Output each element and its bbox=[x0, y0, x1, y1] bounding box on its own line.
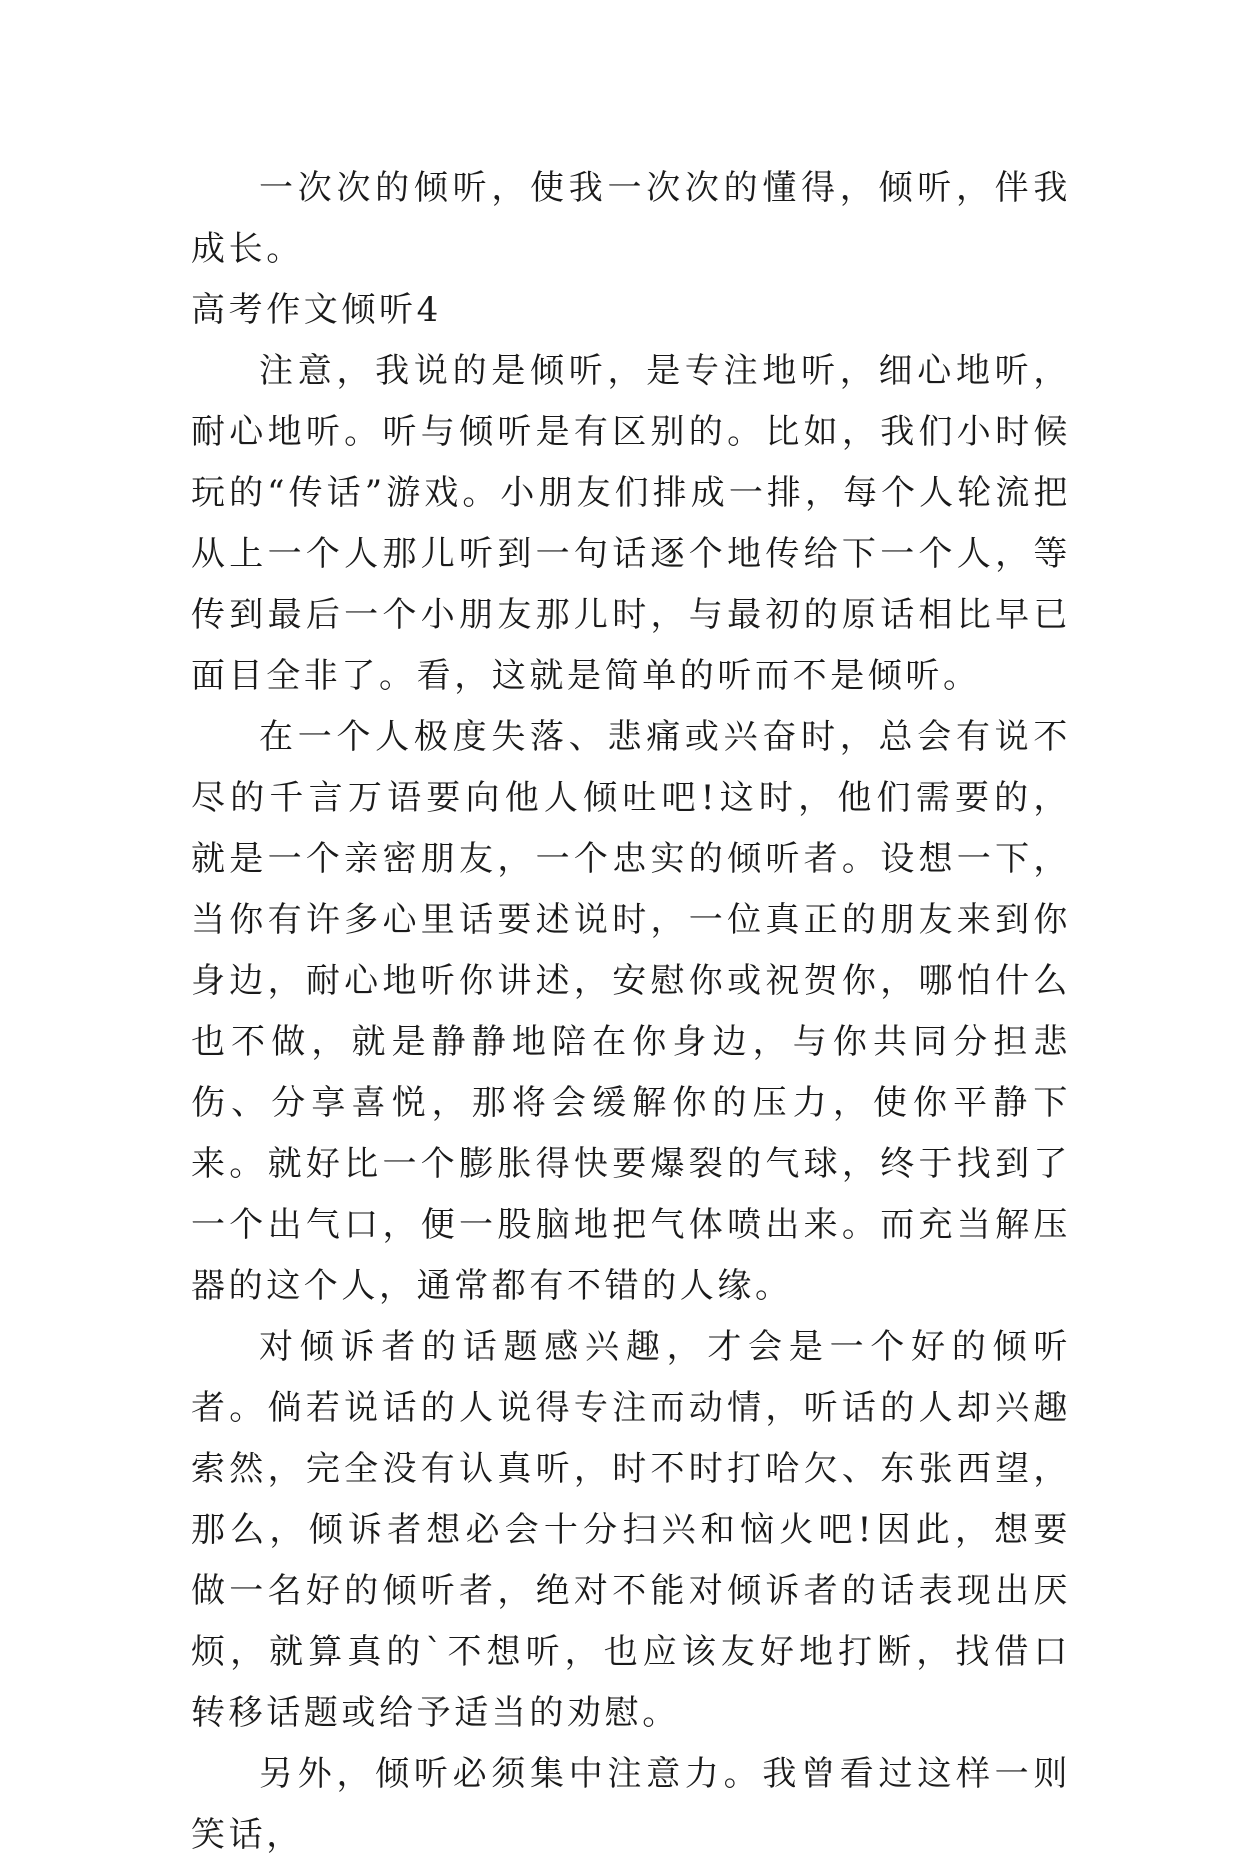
paragraph-show-interest: 对倾诉者的话题感兴趣，才会是一个好的倾听者。倘若说话的人说得专注而动情，听话的人却兴趣索然，完全没有认真听，时不时打哈欠、东张西望，那么，倾诉者想必会十分扫兴和恼火吧!因此，想要做一名好的倾听者，绝对不能对倾诉者的话表现出厌烦，就算真的`不想听，也应该友好地打断，找借口转移话题或给予适当的劝慰。 bbox=[191, 1327, 1071, 1733]
paragraph-listening-difference: 注意，我说的是倾听，是专注地听，细心地听，耐心地听。听与倾听是有区别的。比如，我们小时候玩的“传话”游戏。小朋友们排成一排，每个人轮流把从上一个人那儿听到一句话逐个地传给下一个人，等传到最后一个小朋友那儿时，与最初的原话相比早已面目全非了。看，这就是简单的听而不是倾听。 bbox=[191, 351, 1071, 696]
paragraph-concentrate: 另外，倾听必须集中注意力。我曾看过这样一则笑话， bbox=[191, 1754, 1071, 1855]
essay-title: 高考作文倾听4 bbox=[191, 290, 442, 330]
essay-body bbox=[191, 158, 1071, 1866]
closing-paragraph: 一次次的倾听，使我一次次的懂得，倾听，伴我成长。 bbox=[191, 168, 1071, 269]
paragraph-loyal-listener: 在一个人极度失落、悲痛或兴奋时，总会有说不尽的千言万语要向他人倾吐吧!这时，他们需要的，就是一个亲密朋友，一个忠实的倾听者。设想一下，当你有许多心里话要述说时，一位真正的朋友来到你身边，耐心地听你讲述，安慰你或祝贺你，哪怕什么也不做，就是静静地陪在你身边，与你共同分担悲伤、分享喜悦，那将会缓解你的压力，使你平静下来。就好比一个膨胀得快要爆裂的气球，终于找到了一个出气口，便一股脑地把气体喷出来。而充当解压器的这个人，通常都有不错的人缘。 bbox=[191, 717, 1071, 1306]
